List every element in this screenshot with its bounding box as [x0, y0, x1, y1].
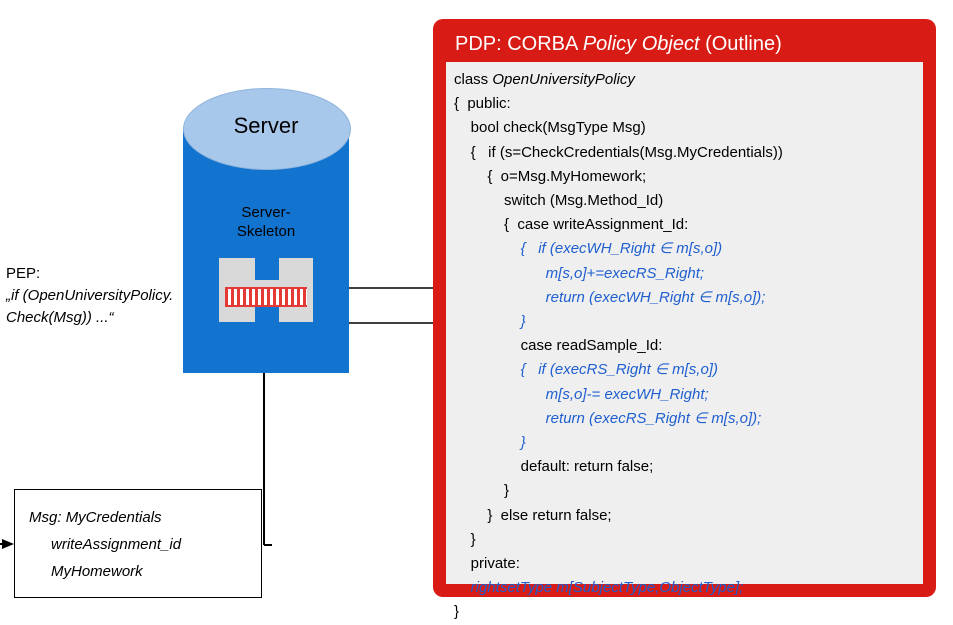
server-skeleton-label-line1: Server-	[241, 204, 291, 221]
server-skeleton-label-line2: Skeleton	[236, 223, 296, 240]
code-line: private:	[454, 555, 520, 573]
message-value-2: MyHomework	[51, 563, 143, 580]
code-line	[454, 68, 915, 92]
code-line: m[s,o]+=execRS_Right;	[454, 264, 705, 282]
code-line: { if (execRS_Right ∈ m[s,o])	[454, 361, 718, 379]
pep-title: PEP:	[6, 265, 41, 282]
pep-line2: Check(Msg)) ...“	[6, 309, 114, 326]
policy-code-block	[446, 62, 923, 621]
code-line: { public:	[454, 95, 511, 113]
code-line: switch (Msg.Method_Id)	[454, 192, 664, 210]
code-line: return (execWH_Right ∈ m[s,o]);	[454, 288, 766, 306]
pdp-title-italic: Policy Object	[582, 33, 700, 55]
message-value-row-2	[29, 558, 261, 585]
message-label: Msg:	[29, 509, 62, 526]
code-line: case readSample_Id:	[454, 337, 663, 355]
code-line: rightsetType m[SubjectType,ObjectType];	[454, 579, 744, 597]
code-line: { if (s=CheckCredentials(Msg.MyCredentials))	[454, 143, 783, 161]
code-line: { case writeAssignment_Id:	[454, 216, 689, 234]
message-label-row	[29, 504, 261, 531]
skeleton-plug-notch-top	[255, 258, 279, 280]
pdp-title	[455, 33, 782, 56]
code-line: m[s,o]-= execWH_Right;	[454, 385, 709, 403]
code-line: { o=Msg.MyHomework;	[454, 167, 647, 185]
code-line: }	[454, 530, 476, 548]
code-line: } else return false;	[454, 506, 612, 524]
server-skeleton-label	[183, 203, 349, 241]
code-class-name: OpenUniversityPolicy	[492, 71, 635, 88]
code-line: return (execRS_Right ∈ m[s,o]);	[454, 409, 762, 427]
pep-line1: „if (OpenUniversityPolicy.	[6, 287, 174, 304]
code-line: bool check(MsgType Msg)	[454, 119, 646, 137]
code-line: }	[454, 313, 526, 331]
code-line: { if (execWH_Right ∈ m[s,o])	[454, 240, 723, 258]
message-value-row-1	[29, 531, 261, 558]
code-line: }	[454, 603, 460, 621]
server-label: Server	[233, 113, 299, 138]
message-value-0: MyCredentials	[65, 509, 162, 526]
interceptor-hatch-icon	[225, 287, 307, 307]
pdp-title-suffix: (Outline)	[699, 33, 782, 55]
code-line: }	[454, 434, 526, 452]
message-box	[14, 489, 262, 598]
code-keyword: class	[454, 71, 493, 88]
code-line: }	[454, 482, 510, 500]
pep-caption	[6, 263, 186, 329]
code-line: default: return false;	[454, 458, 654, 476]
pdp-title-prefix: PDP: CORBA	[455, 33, 583, 55]
message-value-1: writeAssignment_id	[51, 536, 182, 553]
